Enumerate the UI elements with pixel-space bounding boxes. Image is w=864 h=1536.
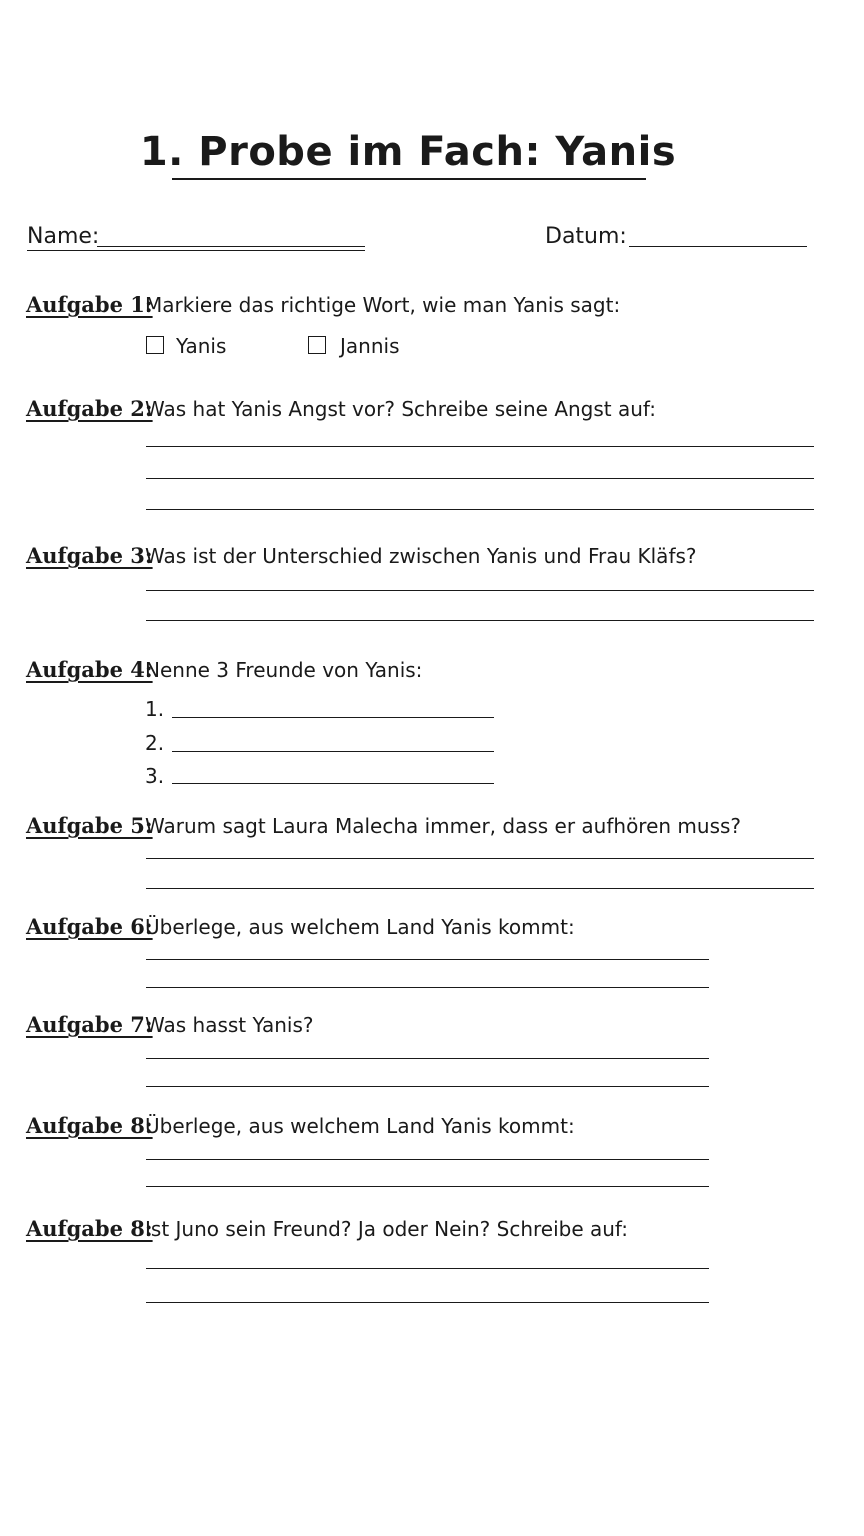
answer-line[interactable] — [146, 1302, 709, 1303]
answer-line[interactable] — [146, 620, 814, 621]
task-5-text: Warum sagt Laura Malecha immer, dass er aufhören muss? — [145, 814, 742, 838]
title-underline — [172, 178, 646, 180]
date-field[interactable] — [629, 246, 807, 247]
task-8a-label: Aufgabe 8: — [26, 1113, 153, 1138]
name-label: Name: — [27, 224, 100, 249]
checkbox-yanis[interactable] — [146, 336, 164, 354]
answer-line[interactable] — [146, 888, 814, 889]
task-3-text: Was ist der Unterschied zwischen Yanis und Frau Kläfs? — [145, 544, 697, 568]
task-3-label: Aufgabe 3: — [26, 543, 153, 568]
list-number: 1. — [145, 697, 165, 721]
answer-line[interactable] — [146, 590, 814, 591]
answer-line[interactable] — [146, 987, 709, 988]
task-4-label: Aufgabe 4: — [26, 657, 153, 682]
friend-answer-line[interactable] — [172, 783, 494, 784]
task-7-text: Was hasst Yanis? — [145, 1013, 314, 1037]
task-2-text: Was hat Yanis Angst vor? Schreibe seine Angst auf: — [145, 397, 656, 421]
answer-line[interactable] — [146, 509, 814, 510]
friend-answer-line[interactable] — [172, 717, 494, 718]
task-1-text: Markiere das richtige Wort, wie man Yanis sagt: — [145, 293, 621, 317]
friend-answer-line[interactable] — [172, 751, 494, 752]
task-6-label: Aufgabe 6: — [26, 914, 153, 939]
option-jannis-label: Jannis — [340, 334, 400, 358]
answer-line[interactable] — [146, 1268, 709, 1269]
answer-line[interactable] — [146, 1186, 709, 1187]
list-number: 3. — [145, 764, 165, 788]
answer-line[interactable] — [146, 478, 814, 479]
answer-line[interactable] — [146, 446, 814, 447]
answer-line[interactable] — [146, 1159, 709, 1160]
task-6-text: Überlege, aus welchem Land Yanis kommt: — [145, 915, 575, 939]
answer-line[interactable] — [146, 858, 814, 859]
task-4-text: Nenne 3 Freunde von Yanis: — [145, 658, 423, 682]
answer-line[interactable] — [146, 1058, 709, 1059]
task-5-label: Aufgabe 5: — [26, 813, 153, 838]
answer-line[interactable] — [146, 959, 709, 960]
task-8b-label: Aufgabe 8: — [26, 1216, 153, 1241]
name-underline — [27, 250, 365, 251]
task-1-label: Aufgabe 1: — [26, 292, 153, 317]
list-number: 2. — [145, 731, 165, 755]
task-7-label: Aufgabe 7: — [26, 1012, 153, 1037]
name-field[interactable] — [97, 246, 365, 247]
answer-line[interactable] — [146, 1086, 709, 1087]
checkbox-jannis[interactable] — [308, 336, 326, 354]
task-8a-text: Überlege, aus welchem Land Yanis kommt: — [145, 1114, 575, 1138]
option-yanis-label: Yanis — [176, 334, 227, 358]
task-2-label: Aufgabe 2: — [26, 396, 153, 421]
date-label: Datum: — [545, 224, 627, 249]
page-title: 1. Probe im Fach: Yanis — [139, 129, 677, 175]
task-8b-text: Ist Juno sein Freund? Ja oder Nein? Schreibe auf: — [145, 1217, 628, 1241]
